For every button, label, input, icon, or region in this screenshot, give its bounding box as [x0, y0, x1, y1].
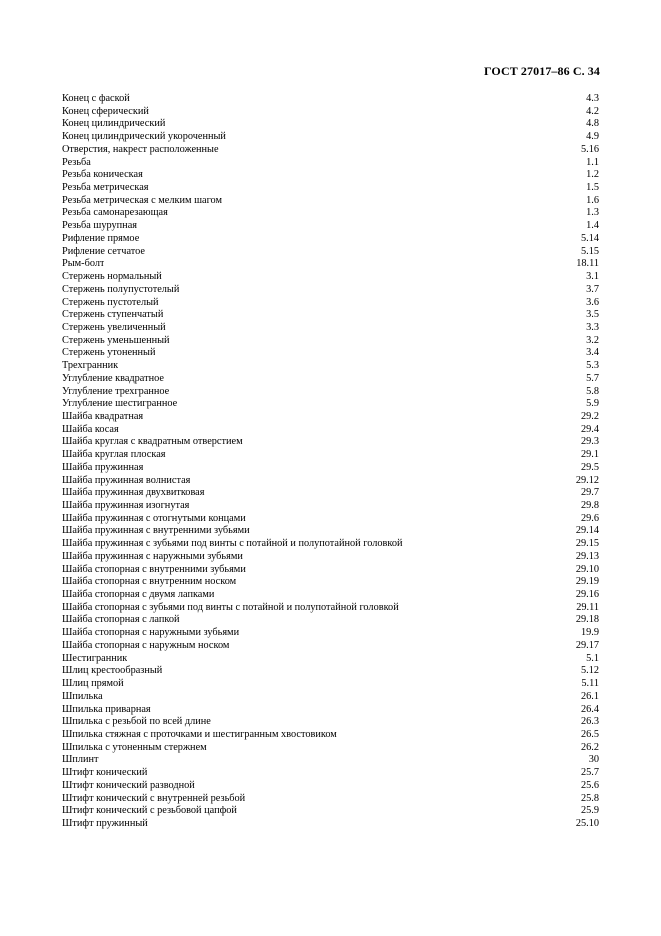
index-reference: 5.9: [586, 398, 599, 410]
index-reference: 26.1: [580, 690, 599, 702]
index-reference: 4.8: [586, 118, 599, 130]
index-term: Шпилька стяжная с проточками и шестигранным хвостовиком: [62, 728, 337, 740]
index-reference: 29.17: [575, 639, 599, 651]
index-entry: [62, 169, 599, 182]
index-entry: [62, 93, 599, 106]
index-entry: [62, 602, 599, 615]
index-reference: 29.6: [580, 512, 599, 524]
index-entry: [62, 576, 599, 589]
index-term: Шайба стопорная с наружными зубьями: [62, 627, 240, 639]
index-reference: 29.15: [575, 538, 599, 550]
index-reference: 25.6: [580, 779, 599, 791]
index-entry: [62, 742, 599, 755]
index-reference: 30: [588, 754, 599, 766]
index-reference: 1.1: [586, 156, 599, 168]
index-entry: [62, 627, 599, 640]
index-entry: [62, 754, 599, 767]
index-term: Конец цилиндрический укороченный: [62, 131, 226, 143]
index-entry: [62, 729, 599, 742]
index-term: Шестигранник: [62, 652, 128, 664]
index-entry: [62, 793, 599, 806]
index-term: Резьба самонарезающая: [62, 207, 168, 219]
index-reference: 3.3: [586, 321, 599, 333]
index-term: Резьба: [62, 156, 91, 168]
index-reference: 29.1: [580, 449, 599, 461]
index-entry: [62, 589, 599, 602]
index-term: Шлиц прямой: [62, 678, 124, 690]
index-list: [62, 93, 599, 831]
index-entry: [62, 411, 599, 424]
index-term: Шайба стопорная с двумя лапками: [62, 589, 215, 601]
index-reference: 3.1: [586, 271, 599, 283]
index-entry: [62, 246, 599, 259]
index-entry: [62, 614, 599, 627]
index-entry: [62, 131, 599, 144]
index-entry: [62, 220, 599, 233]
index-entry: [62, 233, 599, 246]
index-entry: [62, 538, 599, 551]
index-reference: 1.4: [586, 220, 599, 232]
index-entry: [62, 118, 599, 131]
index-reference: 29.19: [575, 576, 599, 588]
index-reference: 5.16: [580, 143, 599, 155]
index-entry: [62, 475, 599, 488]
index-reference: 3.2: [586, 334, 599, 346]
index-reference: 25.7: [580, 767, 599, 779]
index-reference: 19.9: [580, 627, 599, 639]
index-reference: 25.8: [580, 792, 599, 804]
index-reference: 29.11: [576, 601, 599, 613]
index-entry: [62, 691, 599, 704]
index-reference: 29.5: [580, 461, 599, 473]
index-term: Стержень утоненный: [62, 347, 156, 359]
index-reference: 5.14: [580, 232, 599, 244]
index-reference: 5.8: [586, 385, 599, 397]
index-term: Шайба пружинная изогнутая: [62, 500, 190, 511]
index-entry: [62, 297, 599, 310]
index-term: Рифление сетчатое: [62, 245, 145, 257]
index-entry: [62, 513, 599, 526]
index-reference: 29.4: [580, 423, 599, 435]
index-entry: [62, 207, 599, 220]
index-term: Шайба стопорная с внутренними зубьями: [62, 563, 246, 575]
index-term: Конец цилиндрический: [62, 118, 166, 130]
index-entry: [62, 347, 599, 360]
index-reference: 25.10: [575, 817, 599, 829]
index-entry: [62, 780, 599, 793]
index-reference: 29.8: [580, 500, 599, 511]
index-term: Стержень уменьшенный: [62, 334, 170, 346]
index-term: Штифт конический с внутренней резьбой: [62, 792, 246, 804]
index-reference: 29.12: [575, 474, 599, 486]
index-reference: 1.2: [586, 169, 599, 181]
index-term: Штифт пружинный: [62, 817, 148, 829]
index-reference: 5.7: [586, 372, 599, 384]
index-term: Углубление квадратное: [62, 372, 164, 384]
index-reference: 29.3: [580, 436, 599, 448]
index-entry: [62, 640, 599, 653]
index-term: Трехгранник: [62, 360, 119, 372]
index-term: Штифт конический: [62, 767, 148, 779]
index-term: Шайба пружинная волнистая: [62, 474, 191, 486]
index-term: Шпилька с резьбой по всей длине: [62, 716, 211, 728]
index-term: Рифление прямое: [62, 232, 140, 244]
index-term: Шпилька: [62, 690, 103, 702]
index-term: Шайба стопорная с наружным носком: [62, 639, 230, 651]
index-term: Конец с фаской: [62, 93, 130, 104]
index-entry: [62, 767, 599, 780]
index-reference: 5.3: [586, 360, 599, 372]
index-reference: 4.2: [586, 105, 599, 117]
index-entry: [62, 157, 599, 170]
index-term: Шайба стопорная с зубьями под винты с потайной и полупотайной головкой: [62, 601, 399, 613]
index-entry: [62, 449, 599, 462]
index-reference: 3.7: [586, 283, 599, 295]
index-entry: [62, 500, 599, 513]
index-term: Шайба стопорная с внутренним носком: [62, 576, 237, 588]
index-term: Шпилька приварная: [62, 703, 151, 715]
index-entry: [62, 284, 599, 297]
index-term: Конец сферический: [62, 105, 149, 117]
index-reference: 29.13: [575, 550, 599, 562]
index-reference: 29.7: [580, 487, 599, 499]
index-entry: [62, 398, 599, 411]
index-term: Стержень нормальный: [62, 271, 162, 283]
index-term: Рым-болт: [62, 258, 105, 270]
index-term: Шайба квадратная: [62, 410, 144, 422]
index-term: Шайба косая: [62, 423, 119, 435]
index-term: Шлиц крестообразный: [62, 665, 163, 677]
index-entry: [62, 678, 599, 691]
index-entry: [62, 462, 599, 475]
index-entry: [62, 805, 599, 818]
index-reference: 5.15: [580, 245, 599, 257]
index-term: Шайба круглая плоская: [62, 449, 166, 461]
index-term: Шайба пружинная двухвитковая: [62, 487, 205, 499]
index-entry: [62, 106, 599, 119]
index-reference: 29.2: [580, 410, 599, 422]
index-entry: [62, 436, 599, 449]
index-reference: 5.12: [580, 665, 599, 677]
page-header: ГОСТ 27017–86 С. 34: [483, 64, 600, 78]
index-reference: 4.3: [586, 93, 599, 104]
index-term: Стержень полупустотелый: [62, 283, 180, 295]
index-entry: [62, 487, 599, 500]
index-entry: [62, 665, 599, 678]
index-term: Стержень увеличенный: [62, 321, 166, 333]
index-reference: 26.4: [580, 703, 599, 715]
index-entry: [62, 271, 599, 284]
index-term: Шайба пружинная с зубьями под винты с потайной и полупотайной головкой: [62, 538, 403, 550]
index-term: Резьба метрическая с мелким шагом: [62, 194, 223, 206]
index-reference: 1.3: [586, 207, 599, 219]
index-entry: [62, 309, 599, 322]
index-reference: 29.18: [575, 614, 599, 626]
index-entry: [62, 525, 599, 538]
index-term: Углубление шестигранное: [62, 398, 178, 410]
index-entry: [62, 182, 599, 195]
index-term: Стержень ступенчатый: [62, 309, 164, 321]
index-reference: 25.9: [580, 805, 599, 817]
index-entry: [62, 704, 599, 717]
index-entry: [62, 386, 599, 399]
index-entry: [62, 424, 599, 437]
index-reference: 1.6: [586, 194, 599, 206]
index-entry: [62, 360, 599, 373]
index-entry: [62, 258, 599, 271]
index-entry: [62, 716, 599, 729]
index-entry: [62, 373, 599, 386]
index-term: Резьба шурупная: [62, 220, 137, 232]
index-entry: [62, 335, 599, 348]
index-entry: [62, 564, 599, 577]
index-reference: 5.1: [586, 652, 599, 664]
index-term: Штифт конический разводной: [62, 779, 195, 791]
index-term: Резьба метрическая: [62, 182, 149, 194]
index-reference: 18.11: [576, 258, 599, 270]
index-term: Шайба круглая с квадратным отверстием: [62, 436, 243, 448]
index-term: Шайба стопорная с лапкой: [62, 614, 180, 626]
index-entry: [62, 818, 599, 831]
index-entry: [62, 195, 599, 208]
index-reference: 29.14: [575, 525, 599, 537]
index-term: Стержень пустотелый: [62, 296, 159, 308]
index-entry: [62, 653, 599, 666]
index-reference: 26.3: [580, 716, 599, 728]
index-entry: [62, 322, 599, 335]
index-reference: 3.5: [586, 309, 599, 321]
index-reference: 29.16: [575, 589, 599, 601]
index-term: Резьба коническая: [62, 169, 143, 181]
index-reference: 29.10: [575, 563, 599, 575]
index-reference: 26.5: [580, 728, 599, 740]
index-term: Шайба пружинная с отогнутыми концами: [62, 512, 246, 524]
index-term: Штифт конический с резьбовой цапфой: [62, 805, 237, 817]
index-reference: 3.6: [586, 296, 599, 308]
index-term: Шплинт: [62, 754, 99, 766]
index-reference: 4.9: [586, 131, 599, 143]
index-reference: 3.4: [586, 347, 599, 359]
index-reference: 26.2: [580, 741, 599, 753]
index-term: Отверстия, накрест расположенные: [62, 143, 219, 155]
index-reference: 1.5: [586, 182, 599, 194]
index-entry: [62, 144, 599, 157]
index-term: Углубление трехгранное: [62, 385, 170, 397]
index-entry: [62, 551, 599, 564]
index-term: Шайба пружинная с внутренними зубьями: [62, 525, 250, 537]
index-reference: 5.11: [581, 678, 599, 690]
index-term: Шпилька с утоненным стержнем: [62, 741, 207, 753]
index-term: Шайба пружинная: [62, 461, 144, 473]
index-term: Шайба пружинная с наружными зубьями: [62, 550, 243, 562]
